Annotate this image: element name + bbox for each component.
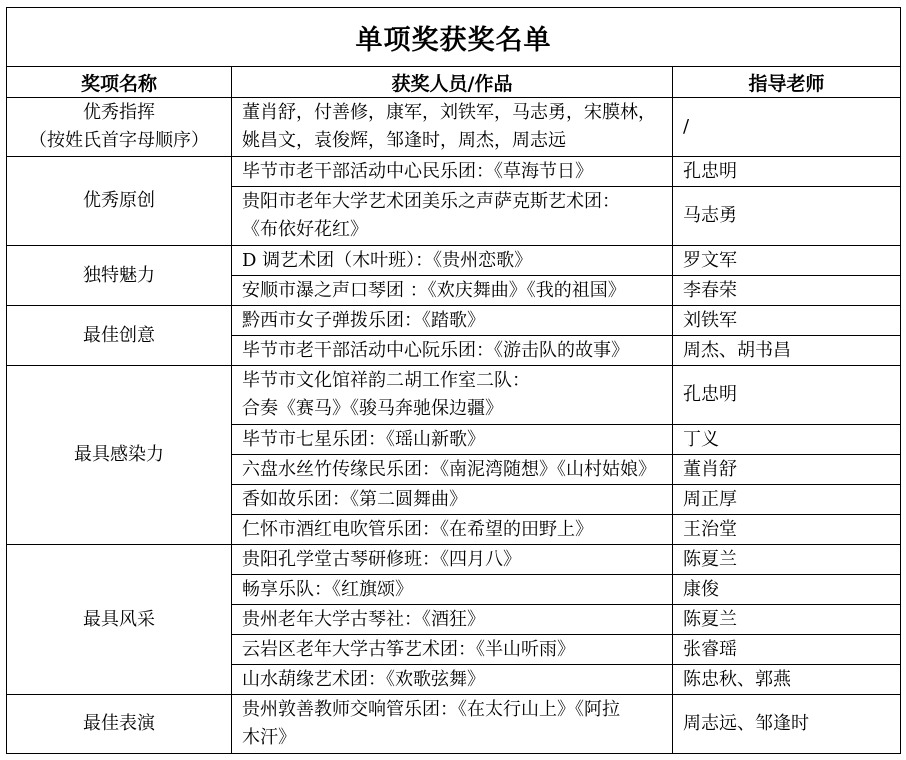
- winner-work: 贵州老年大学古琴社：《酒狂》: [232, 605, 673, 635]
- header-teacher: 指导老师: [673, 67, 901, 98]
- winner-work: 贵阳孔学堂古琴研修班：《四月八》: [232, 545, 673, 575]
- category-label: 最具风采: [83, 608, 155, 630]
- winner-work-line: 毕节市文化馆祥韵二胡工作室二队：: [242, 370, 530, 391]
- header-winners: 获奖人员/作品: [232, 67, 673, 98]
- table-row: [7, 246, 901, 276]
- instructor: 李春荣: [673, 276, 901, 306]
- winner-work: [232, 695, 673, 754]
- winner-work: 六盘水丝竹传缘民乐团：《南泥湾随想》《山村姑娘》: [232, 455, 673, 485]
- instructor: 罗文军: [673, 246, 901, 276]
- instructor: /: [673, 98, 901, 157]
- instructor: 董肖舒: [673, 455, 901, 485]
- table-row: [7, 98, 901, 157]
- table-row: [7, 695, 901, 754]
- instructor: 王治堂: [673, 515, 901, 545]
- instructor: 张睿瑶: [673, 635, 901, 665]
- instructor: 周志远、邹逢时: [673, 695, 901, 754]
- winner-work: 山水葫缘艺术团：《欢歌弦舞》: [232, 665, 673, 695]
- category-label: 优秀指挥: [83, 102, 155, 123]
- category-note: （按姓氏首字母顺序）: [29, 130, 209, 151]
- winner-work: 香如故乐团：《第二圆舞曲》: [232, 485, 673, 515]
- winner-work-line: 姚昌文，袁俊辉，邹逢时，周杰，周志远: [242, 130, 566, 151]
- instructor: 孔忠明: [673, 157, 901, 187]
- category-label: 最佳创意: [83, 324, 155, 346]
- award-category: [7, 545, 232, 695]
- instructor: 刘铁军: [673, 306, 901, 336]
- award-category: [7, 306, 232, 366]
- instructor: 陈夏兰: [673, 545, 901, 575]
- instructor: 陈夏兰: [673, 605, 901, 635]
- category-label: 最佳表演: [83, 713, 155, 734]
- winner-work: D 调艺术团（木叶班）：《贵州恋歌》: [232, 246, 673, 276]
- winner-work-line: 贵州敦善教师交响管乐团：《在太行山上》《阿拉: [242, 699, 620, 720]
- table-row: [7, 157, 901, 187]
- award-category: [7, 246, 232, 306]
- header-award: 奖项名称: [7, 67, 232, 98]
- instructor: 康俊: [673, 575, 901, 605]
- instructor: 孔忠明: [673, 366, 901, 425]
- category-label: 独特魅力: [83, 264, 155, 286]
- winner-work-line: 合奏《赛马》《骏马奔驰保边疆》: [242, 398, 503, 419]
- winner-work-line: 董肖舒，付善修，康军，刘铁军，马志勇，宋膜林，: [242, 102, 656, 123]
- winner-work: 安顺市瀑之声口琴团 ：《欢庆舞曲》《我的祖国》: [232, 276, 673, 306]
- winner-work: 毕节市老干部活动中心民乐团：《草海节日》: [232, 157, 673, 187]
- table-row: [7, 366, 901, 425]
- award-category: [7, 366, 232, 545]
- winner-work: 畅享乐队：《红旗颂》: [232, 575, 673, 605]
- award-category: [7, 98, 232, 157]
- winner-work: 毕节市七星乐团：《瑶山新歌》: [232, 425, 673, 455]
- winner-work-line: 《布依好花红》: [242, 219, 368, 240]
- award-category: [7, 157, 232, 246]
- table-title: 单项奖获奖名单: [7, 8, 901, 67]
- instructor: 周杰、胡书昌: [673, 336, 901, 366]
- winner-work-line: 木汗》: [242, 727, 296, 748]
- award-document: [6, 7, 900, 754]
- category-label: 最具感染力: [74, 444, 164, 465]
- winner-work: 仁怀市酒红电吹管乐团：《在希望的田野上》: [232, 515, 673, 545]
- winner-work: 毕节市老干部活动中心阮乐团：《游击队的故事》: [232, 336, 673, 366]
- winner-work: [232, 366, 673, 425]
- award-category: [7, 695, 232, 754]
- winner-work: [232, 98, 673, 157]
- winner-work: 云岩区老年大学古筝艺术团：《半山听雨》: [232, 635, 673, 665]
- instructor: 周正厚: [673, 485, 901, 515]
- table-row: [7, 545, 901, 575]
- winner-work-line: 贵阳市老年大学艺术团美乐之声萨克斯艺术团：: [242, 191, 620, 212]
- winner-work: [232, 187, 673, 246]
- table-row: [7, 306, 901, 336]
- category-label: 优秀原创: [83, 190, 155, 211]
- winner-work: 黔西市女子弹拨乐团：《踏歌》: [232, 306, 673, 336]
- instructor: 陈忠秋、郭燕: [673, 665, 901, 695]
- award-table: [6, 7, 901, 754]
- instructor: 马志勇: [673, 187, 901, 246]
- instructor: 丁义: [673, 425, 901, 455]
